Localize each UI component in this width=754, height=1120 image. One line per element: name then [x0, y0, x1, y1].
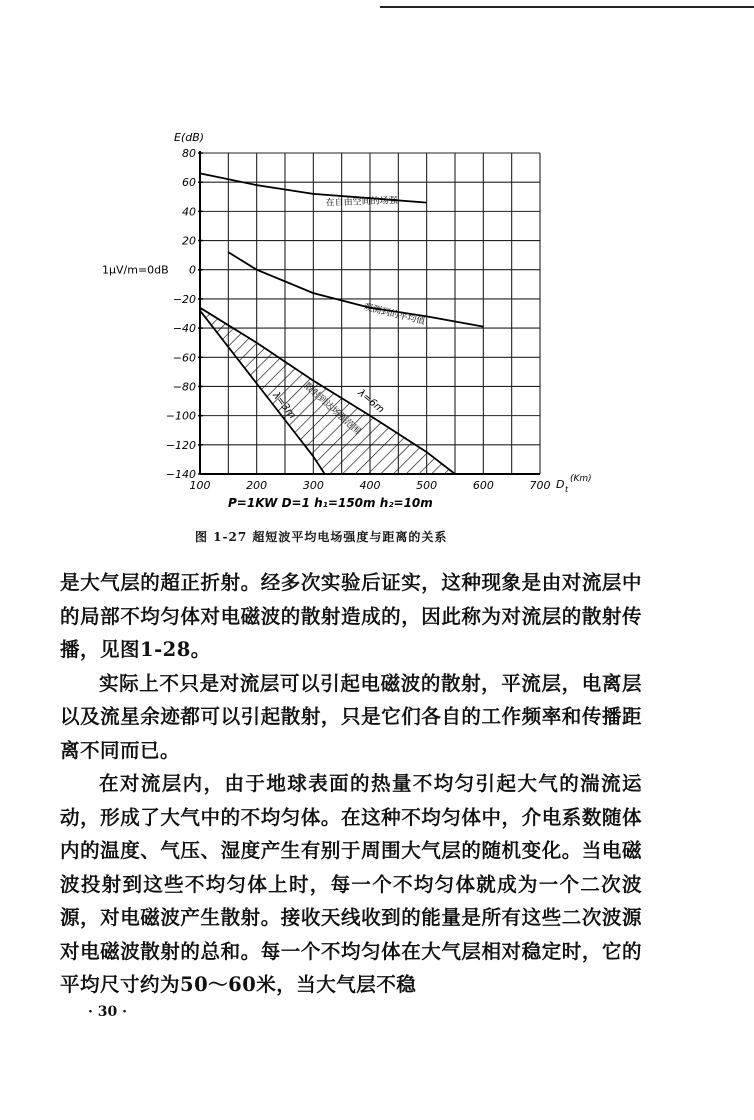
x-axis-label-subscript: t: [565, 485, 569, 494]
page-number: · 30 ·: [88, 1004, 127, 1020]
figure-1-27: [80, 125, 620, 520]
series-line-2: [228, 252, 483, 326]
x-axis-unit: (Km): [570, 474, 592, 484]
y-tick-label: 0: [189, 263, 196, 277]
parameters-label: P=1KW D=1 h₁=150m h₂=10m: [228, 496, 433, 510]
y-tick-label: −60: [172, 351, 196, 365]
y-tick-label: −120: [165, 438, 196, 452]
x-tick-label: 600: [472, 479, 494, 492]
y-tick-label: 20: [182, 234, 196, 248]
observed-average-label: 观测到的平均值: [362, 302, 427, 328]
y-tick-label: −140: [165, 468, 196, 481]
figure-caption: 图 1-27 超短波平均电场强度与距离的关系: [195, 530, 448, 544]
y-tick-label: 60: [182, 176, 196, 190]
field-strength-chart: [80, 125, 620, 520]
body-text: [60, 566, 642, 1002]
x-tick-label: 200: [246, 479, 268, 492]
reference-label: 1μV/m=0dB: [102, 263, 169, 277]
header-rule: [380, 6, 754, 8]
x-tick-label: 400: [359, 479, 381, 492]
y-tick-label: −20: [172, 292, 196, 306]
y-tick-label: 40: [182, 205, 196, 219]
y-tick-label: −40: [172, 322, 196, 336]
scatter-range-label: 散射到达场强范围: [301, 381, 362, 437]
paragraph-1: 是大气层的超正折射。经多次实验后证实，这种现象是由对流层中的局部不均匀体对电磁波的散射造成的，因此称为对流层的散射传播，见图1-28。: [60, 571, 642, 661]
paragraph-2: 实际上不只是对流层可以引起电磁波的散射，平流层，电离层以及流星余迹都可以引起散射，只是它们各自的工作频率和传播距离不同而已。: [60, 671, 642, 762]
y-tick-label: −80: [172, 380, 196, 394]
free-space-label: 在自由空间的场强: [325, 196, 398, 209]
y-axis-label: E(dB): [174, 131, 205, 144]
x-tick-label: 700: [529, 479, 551, 492]
lambda-3m-label: λ=3m: [270, 390, 298, 422]
x-tick-label: 300: [302, 479, 324, 492]
scatter-range-region: [200, 308, 455, 474]
lambda-6m-label: λ=6m: [355, 387, 386, 416]
y-tick-label: 80: [182, 147, 196, 160]
x-axis-label: D: [556, 478, 565, 491]
paragraph-3: 在对流层内，由于地球表面的热量不均匀引起大气的湍流运动，形成了大气中的不均匀体。在这种不均匀体中，介电系数随体内的温度、气压、湿度产生有别于周围大气层的随机变化。当电磁波投射到这些不均匀体上时，每一个不均匀体就成为一个二次波源，对电磁波产生散射。接收天线收到的能量是所有这些二次波源对电磁波散射的总和。每一个不均匀体在大气层相对稳定时，它的平均尺寸约为50～60米，当大气层不稳: [60, 772, 642, 996]
y-tick-label: −100: [165, 409, 196, 423]
x-tick-label: 500: [416, 479, 438, 492]
x-tick-label: 100: [189, 479, 211, 492]
